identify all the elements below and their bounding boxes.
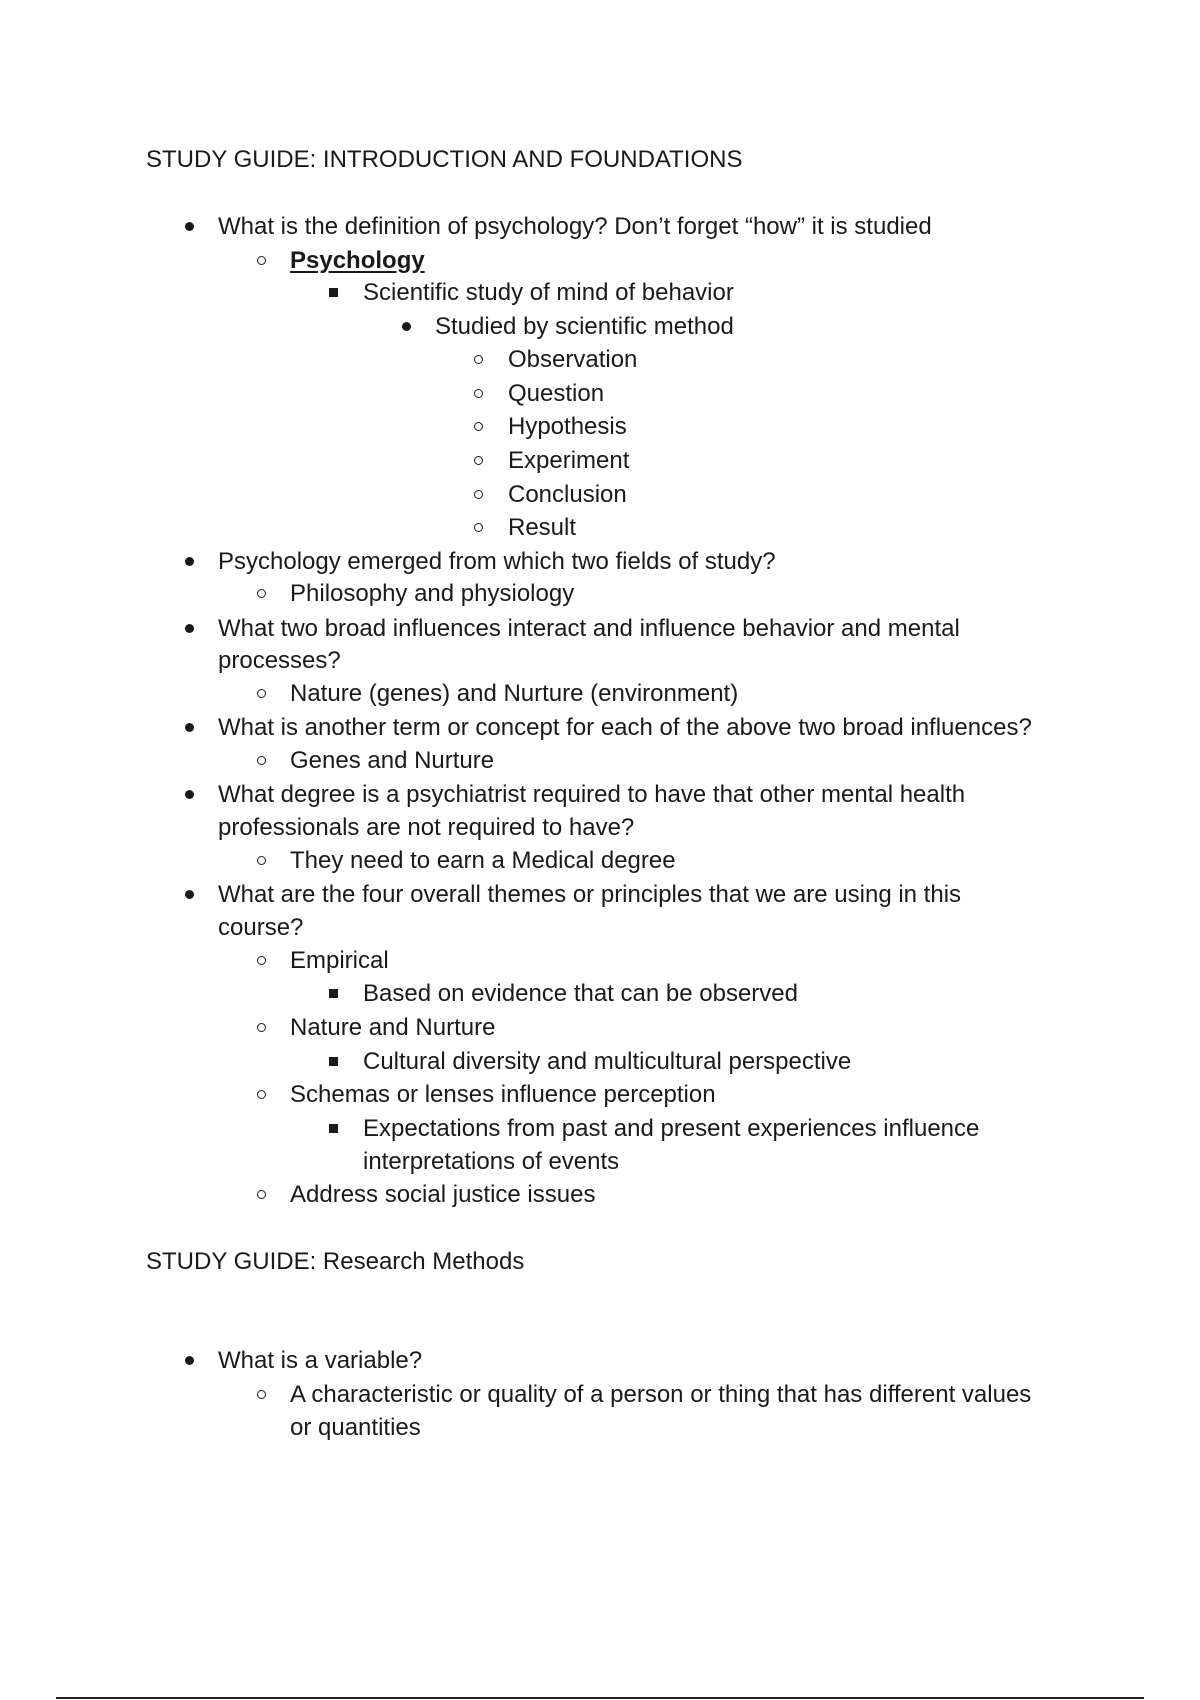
bullet-circle: [257, 1390, 266, 1399]
question-variable: What is a variable?: [218, 1347, 423, 1374]
question-themes-line1: What are the four overall themes or principles that we are using in this: [218, 881, 962, 908]
bullet-square: [329, 989, 338, 998]
bullet-circle: [257, 256, 266, 265]
theme-detail: interpretations of events: [363, 1148, 620, 1175]
bullet-circle: [474, 389, 483, 398]
bullet-disc: [185, 790, 194, 799]
question-influences-line1: What two broad influences interact and influence behavior and mental: [218, 615, 960, 642]
step-item: Observation: [508, 346, 638, 373]
question-origins: Psychology emerged from which two fields of study?: [218, 548, 776, 575]
bullet-circle: [257, 756, 266, 765]
theme-item: Address social justice issues: [290, 1181, 596, 1208]
bullet-disc: [185, 723, 194, 732]
step-item: Hypothesis: [508, 413, 627, 440]
bullet-disc: [185, 890, 194, 899]
bullet-disc: [185, 222, 194, 231]
section-heading-research: STUDY GUIDE: Research Methods: [146, 1248, 525, 1275]
bullet-disc: [402, 322, 411, 331]
term-psychology: Psychology: [290, 247, 425, 274]
answer-terms: Genes and Nurture: [290, 747, 495, 774]
answer-variable-line2: or quantities: [290, 1414, 421, 1441]
definition-text: Scientific study of mind of behavior: [363, 279, 734, 306]
answer-degree: They need to earn a Medical degree: [290, 847, 676, 874]
theme-item: Schemas or lenses influence perception: [290, 1081, 716, 1108]
answer-origins: Philosophy and physiology: [290, 580, 575, 607]
theme-item: Empirical: [290, 947, 389, 974]
section-heading-intro: STUDY GUIDE: INTRODUCTION AND FOUNDATIONS: [146, 146, 743, 173]
bullet-circle: [257, 956, 266, 965]
theme-item: Nature and Nurture: [290, 1014, 496, 1041]
bullet-circle: [257, 1090, 266, 1099]
bullet-circle: [257, 1190, 266, 1199]
question-degree-line2: professionals are not required to have?: [218, 814, 635, 841]
bullet-circle: [257, 589, 266, 598]
bullet-circle: [474, 456, 483, 465]
step-item: Question: [508, 380, 605, 407]
bullet-circle: [474, 523, 483, 532]
bullet-square: [329, 1124, 338, 1133]
method-text: Studied by scientific method: [435, 313, 734, 340]
step-item: Result: [508, 514, 577, 541]
bullet-square: [329, 288, 338, 297]
question-influences-line2: processes?: [218, 647, 341, 674]
bullet-square: [329, 1057, 338, 1066]
bullet-circle: [474, 422, 483, 431]
step-item: Conclusion: [508, 481, 627, 508]
bullet-circle: [257, 689, 266, 698]
bullet-disc: [185, 1356, 194, 1365]
page-bottom-rule: [56, 1697, 1144, 1699]
step-item: Experiment: [508, 447, 630, 474]
bullet-disc: [185, 624, 194, 633]
question-definition: What is the definition of psychology? Don’t forget “how” it is studied: [218, 213, 932, 240]
answer-variable-line1: A characteristic or quality of a person or thing that has different values: [290, 1381, 1032, 1408]
bullet-circle: [474, 355, 483, 364]
bullet-disc: [185, 557, 194, 566]
bullet-circle: [474, 490, 483, 499]
theme-detail: Expectations from past and present experiences influence: [363, 1115, 980, 1142]
theme-detail: Based on evidence that can be observed: [363, 980, 798, 1007]
bullet-circle: [257, 1023, 266, 1032]
question-terms: What is another term or concept for each of the above two broad influences?: [218, 714, 1032, 741]
theme-detail: Cultural diversity and multicultural perspective: [363, 1048, 852, 1075]
answer-influences: Nature (genes) and Nurture (environment): [290, 680, 739, 707]
question-degree-line1: What degree is a psychiatrist required to have that other mental health: [218, 781, 966, 808]
question-themes-line2: course?: [218, 914, 304, 941]
bullet-circle: [257, 856, 266, 865]
